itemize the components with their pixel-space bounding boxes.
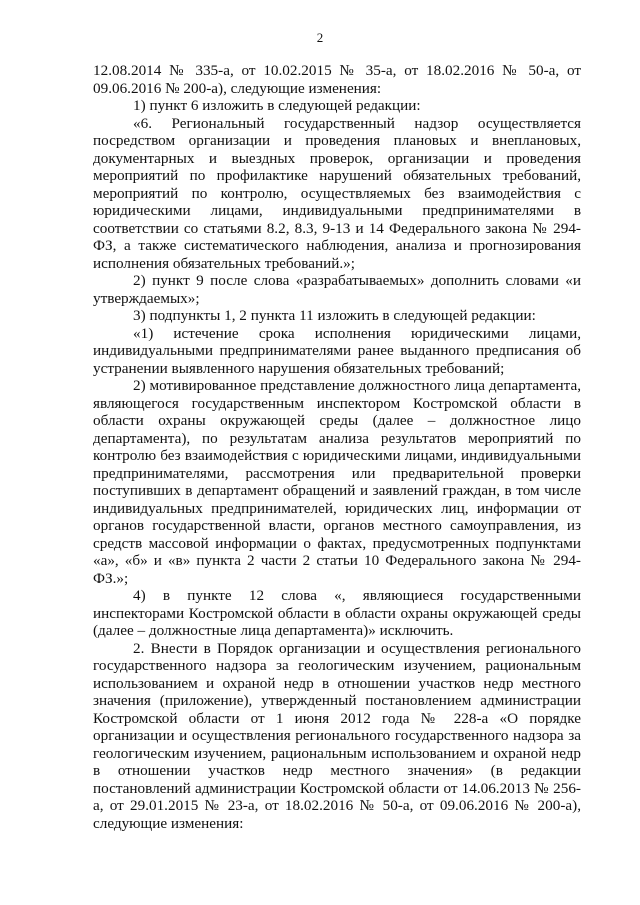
paragraph: 12.08.2014 № 335-а, от 10.02.2015 № 35-а, от 18.02.2016 № 50-а, от 09.06.2016 № 200-а), следующие изменения: [93, 62, 581, 97]
paragraph: 1) пункт 6 изложить в следующей редакции: [133, 97, 421, 114]
page-number: 2 [316, 30, 324, 45]
paragraph: 4) в пункте 12 слова «, являющиеся государственными инспекторами Костромской области в области охраны окружающей среды (далее – должностные лица департамента)» исключить. [93, 587, 581, 639]
paragraph: 2) мотивированное представление должностного лица департамента, являющегося государственным инспектором Костромской области в области охраны окружающей среды (далее – должностное лицо департамента), по результатам анализа результатов мероприятий по контролю без взаимодействия с юридическими лицами, индивидуальными предпринимателями, рассмотрения или предварительной проверки поступивших в департамент обращений и заявлений граждан, в том числе индивидуальных предпринимателей, юридических лиц, информации от органов государственной власти, органов местного самоуправления, из средств массовой информации о фактах, предусмотренных подпунктами «а», «б» и «в» пункта 2 части 2 статьи 10 Федерального закона № 294-ФЗ.»; [93, 377, 581, 587]
paragraph: 3) подпункты 1, 2 пункта 11 изложить в следующей редакции: [133, 307, 536, 324]
document-body [93, 62, 581, 832]
paragraph: «6. Региональный государственный надзор осуществляется посредством организации и проведения плановых и внеплановых, документарных и выездных проверок, организации и проведения мероприятий по профилактике нарушений обязательных требований, мероприятий по контролю, осуществляемых без взаимодействия с юридическими лицами, индивидуальными предпринимателями в соответствии со статьями 8.2, 8.3, 9-13 и 14 Федерального закона № 294-ФЗ, а также систематического наблюдения, анализа и прогнозирования исполнения обязательных требований.»; [93, 114, 581, 272]
paragraph: 2. Внести в Порядок организации и осуществления регионального государственного надзора за геологическим изучением, рациональным использованием и охраной недр в отношении участков недр местного значения (приложение), утвержденный постановлением администрации Костромской области от 1 июня 2012 года № 228-а «О порядке организации и осуществления регионального государственного надзора за геологическим изучением, рациональным использованием и охраной недр в отношении участков недр местного значения» (в редакции постановлений администрации Костромской области от 14.06.2013 № 256-а, от 29.01.2015 № 23-а, от 18.02.2016 № 50-а, от 09.06.2016 № 200-а), следующие изменения: [93, 639, 581, 832]
paragraph: 2) пункт 9 после слова «разрабатываемых» дополнить словами «и утверждаемых»; [93, 272, 581, 307]
paragraph: «1) истечение срока исполнения юридическими лицами, индивидуальными предпринимателями ранее выданного предписания об устранении выявленного нарушения обязательных требований; [93, 324, 581, 377]
